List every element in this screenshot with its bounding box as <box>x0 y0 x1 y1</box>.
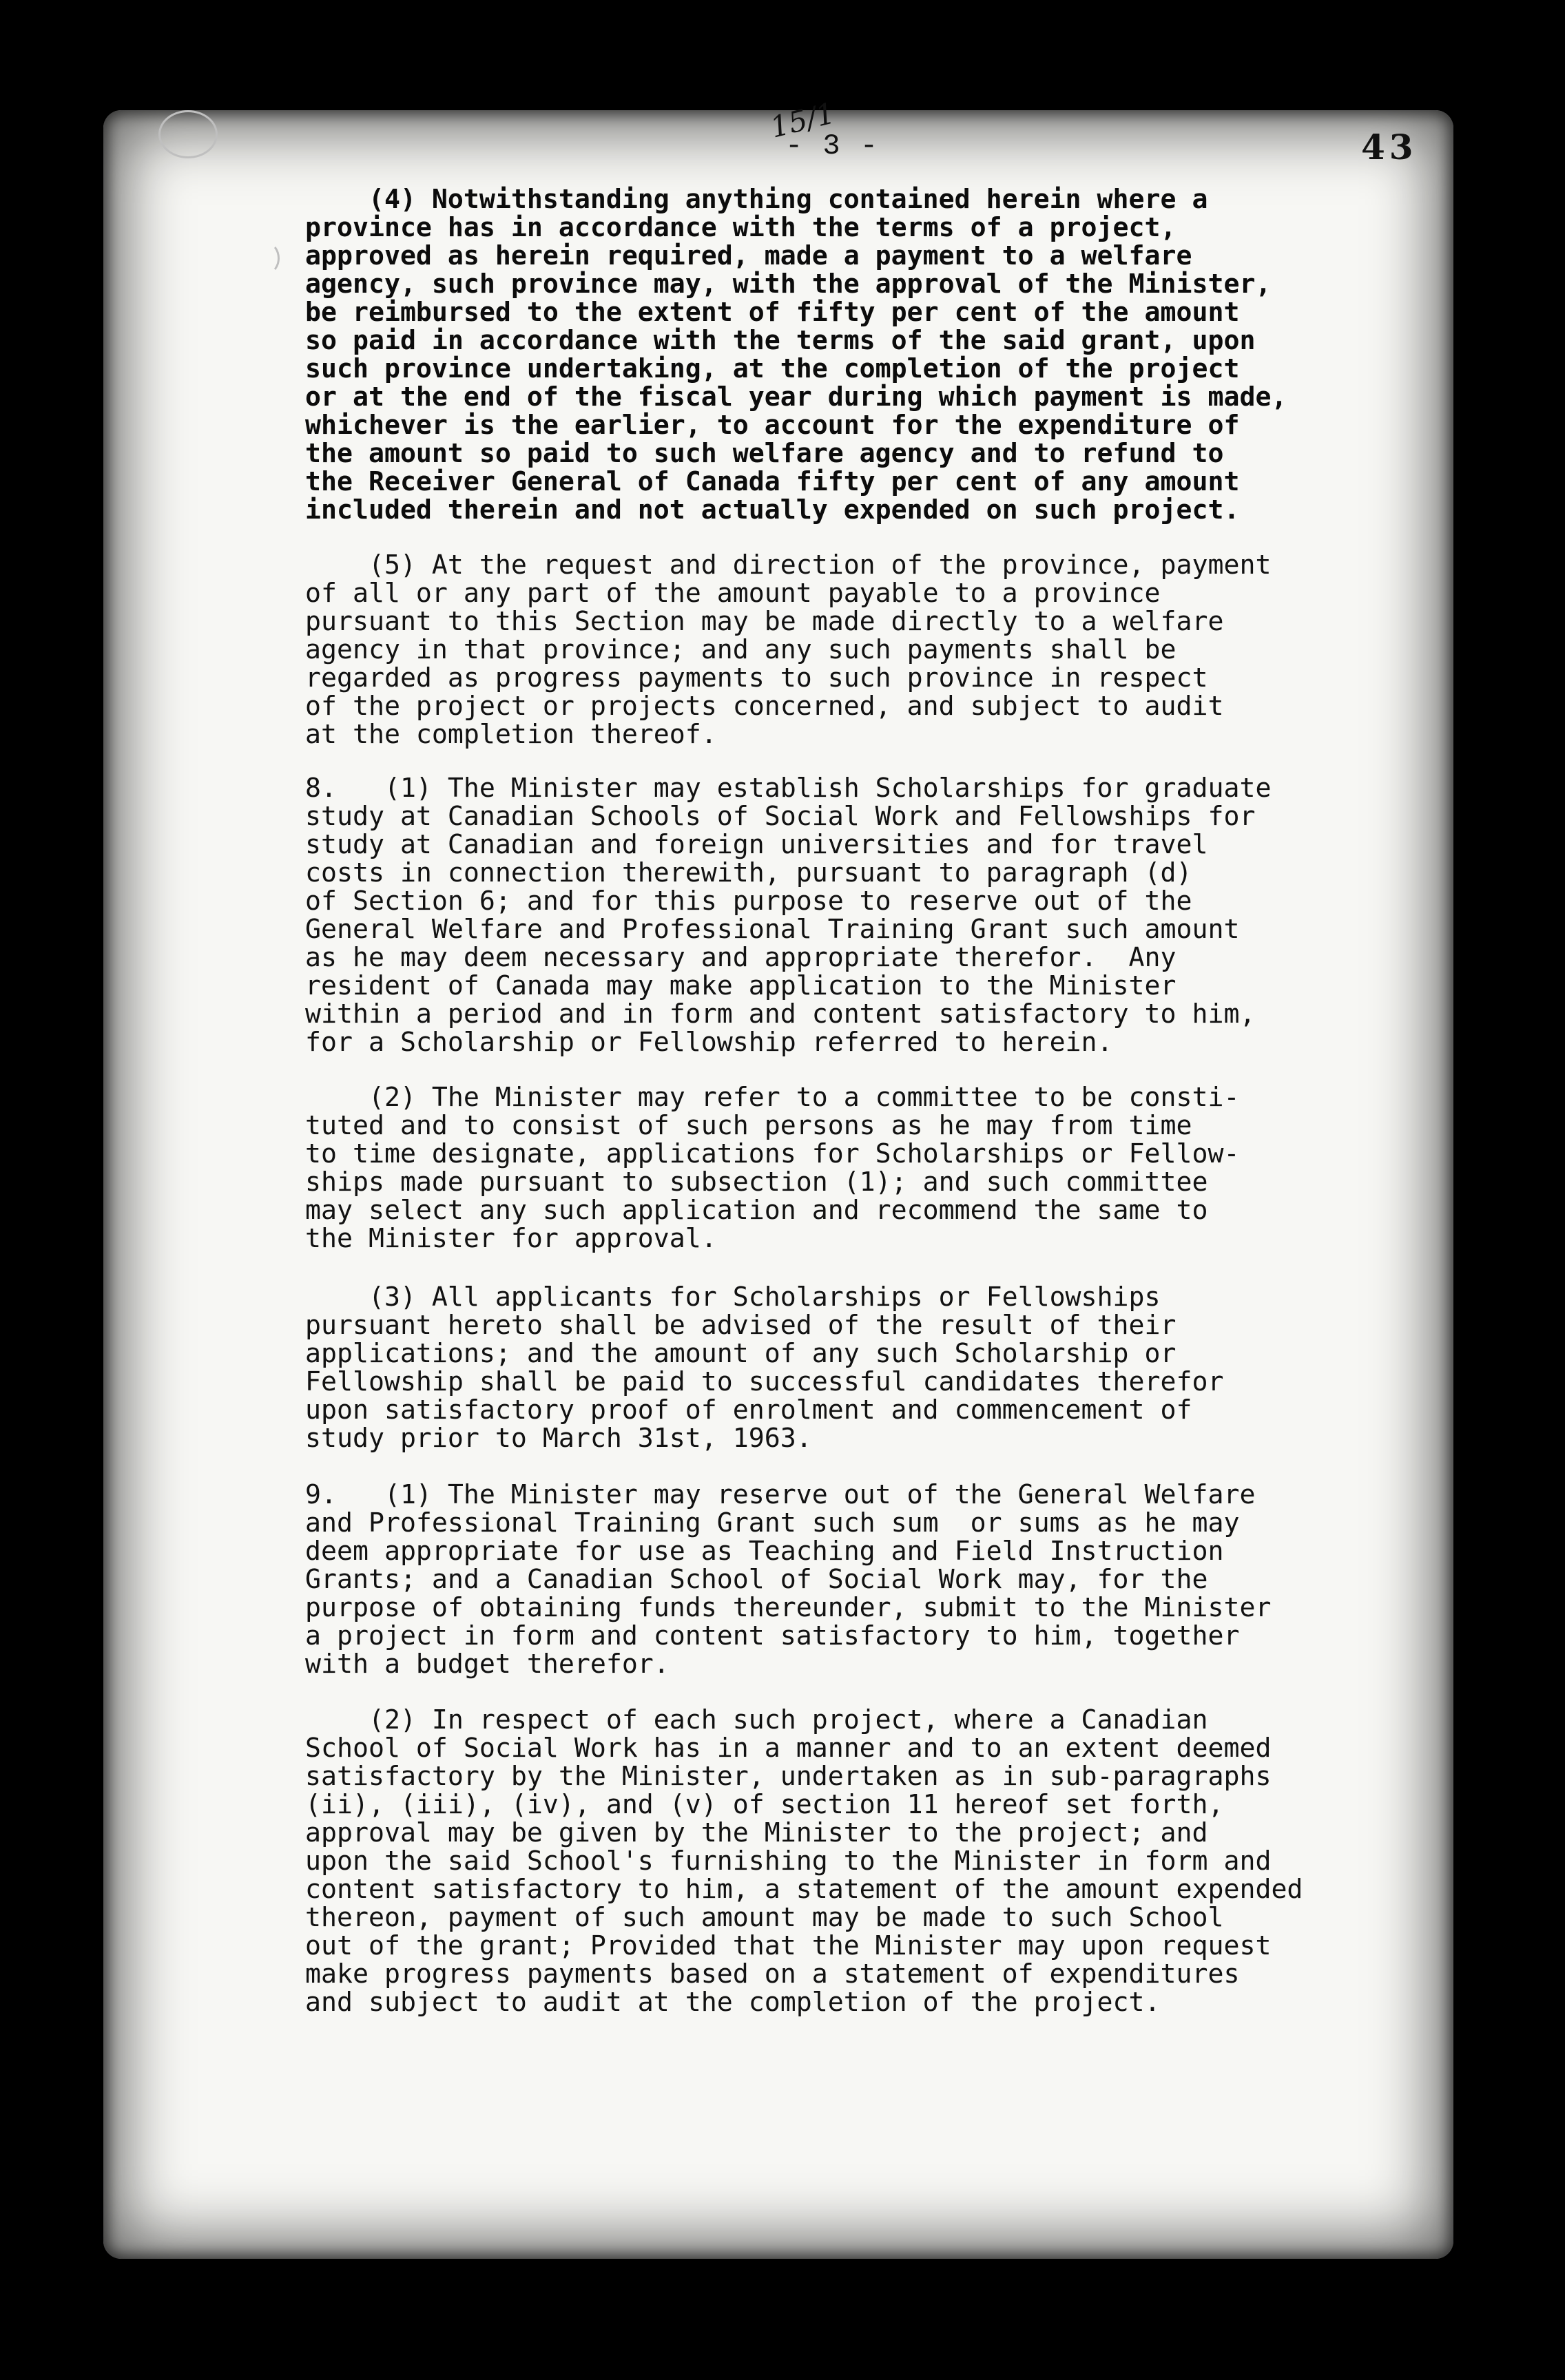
punch-hole-mark <box>158 110 218 158</box>
paragraph-8-2: (2) The Minister may refer to a committee to be consti- tuted and to consist of such persons as he may from time to time designate, applications for Scholarships or Fellow- ships made pursuant to subsection (1); and such committee may select any such application and recommend the same to the Minister for approval. <box>305 1083 1240 1254</box>
handwritten-folio-number: 15/1 <box>767 96 838 145</box>
folio-stamp-number: 43 <box>1361 127 1418 167</box>
paragraph-9-1: 9. (1) The Minister may reserve out of the General Welfare and Professional Training Grant such sum or sums as he may deem appropriate for use as Teaching and Field Instruction Grants; and a Canadian School of Social Work may, for the purpose of obtaining funds thereunder, submit to the Minister a project in form and content satisfactory to him, together with a budget therefor. <box>305 1480 1272 1680</box>
paragraph-7-4: (4) Notwithstanding anything contained herein where a province has in accordance with the terms of a project, approved as herein required, made a payment to a welfare agency, such province may, with the approval of the Minister, be reimbursed to the extent of fifty per cent of the amount so paid in accordance with the terms of the said grant, upon such province undertaking, at the completion of the project or at the end of the fiscal year during which payment is made, whichever is the earlier, to account for the expenditure of the amount so paid to such welfare agency and to refund to the Receiver General of Canada fifty per cent of any amount included therein and not actually expended on such project. <box>305 185 1287 525</box>
paragraph-8-3: (3) All applicants for Scholarships or Fellowships pursuant hereto shall be advised of the result of their applications; and the amount of any such Scholarship or Fellowship shall be paid to successful candidates therefor upon satisfactory proof of enrolment and commencement of study prior to March 31st, 1963. <box>305 1282 1224 1454</box>
punch-hole-mark <box>255 242 280 274</box>
paragraph-8-1: 8. (1) The Minister may establish Scholarships for graduate study at Canadian Schools of Social Work and Fellowships for study at Canadian and foreign universities and for travel costs in connection therewith, pursuant to paragraph (d) of Section 6; and for this purpose to reserve out of the General Welfare and Professional Training Grant such amount as he may deem necessary and appropriate therefor. Any resident of Canada may make application to the Minister within a period and in form and content satisfactory to him, for a Scholarship or Fellowship referred to herein. <box>305 773 1272 1058</box>
page-number: - 3 - <box>785 129 880 163</box>
paragraph-9-2: (2) In respect of each such project, where a Canadian School of Social Work has in a manner and to an extent deemed satisfactory by the Minister, undertaken as in sub-paragraphs (ii), (iii), (iv), and (v) of section 11 hereof set forth, approval may be given by the Minister to the project; and upon the said School's furnishing to the Minister in form and content satisfactory to him, a statement of the amount expended thereon, payment of such amount may be made to such School out of the grant; Provided that the Minister may upon request make progress payments based on a statement of expenditures and subject to audit at the completion of the project. <box>305 1705 1303 2018</box>
paragraph-7-5: (5) At the request and direction of the province, payment of all or any part of the amount payable to a province pursuant to this Section may be made directly to a welfare agency in that province; and any such payments shall be regarded as progress payments to such province in respect of the project or projects concerned, and subject to audit at the completion thereof. <box>305 550 1272 750</box>
